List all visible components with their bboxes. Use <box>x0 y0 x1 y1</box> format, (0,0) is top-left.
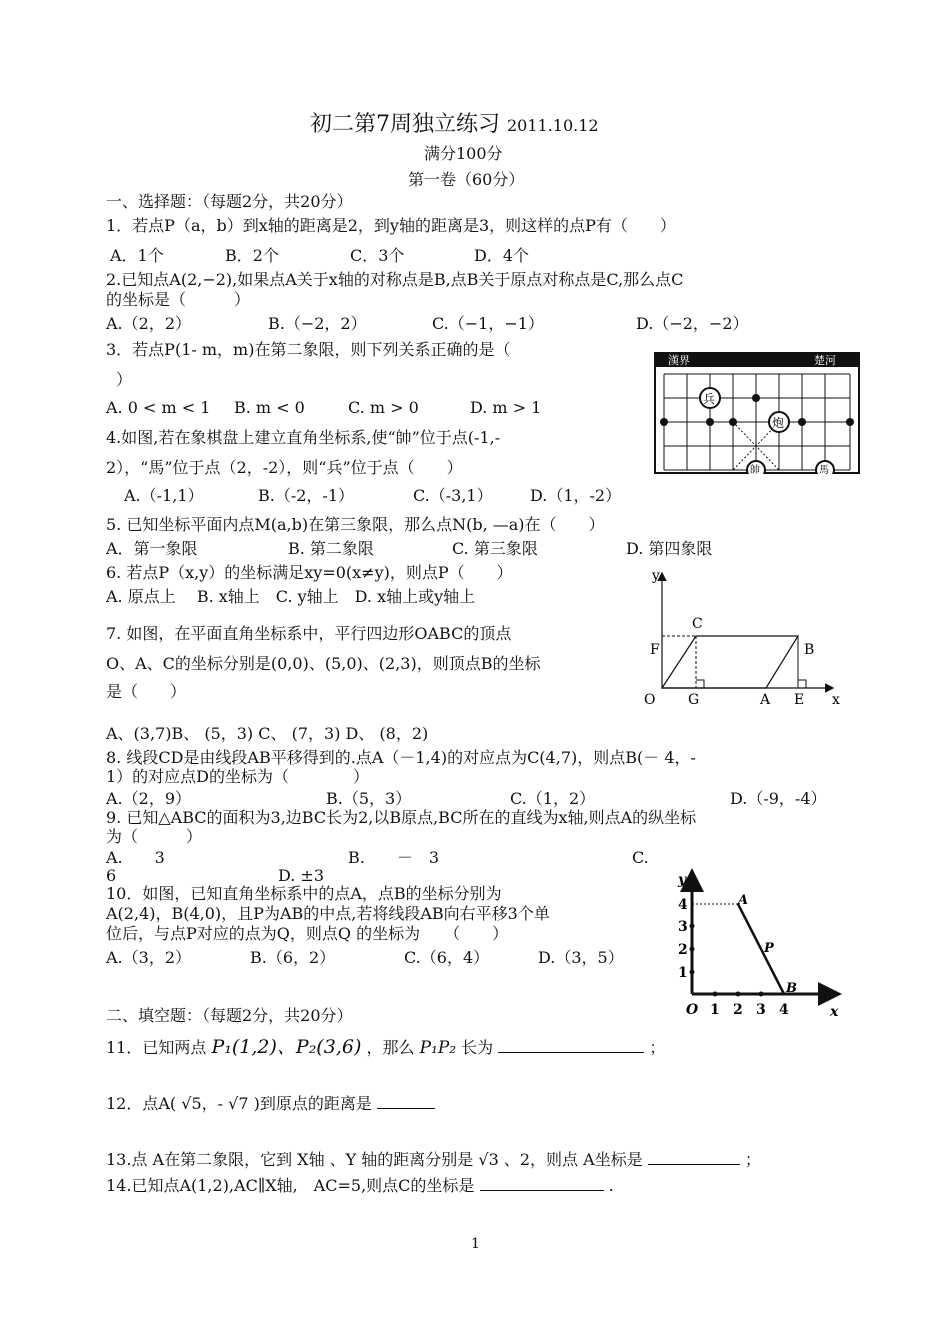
chess-board-figure <box>654 352 860 474</box>
q12-prefix: 12．点A( <box>106 1094 177 1113</box>
fig10-xtick-4: 4 <box>779 1002 789 1018</box>
q1-option-c: C．3个 <box>350 246 405 265</box>
q3-option-c: C. m > 0 <box>348 398 419 417</box>
question-9-line-1: 9. 已知△ABC的面积为3,边BC长为2,以B原点,BC所在的直线为x轴,则点A的纵坐标 <box>106 808 697 827</box>
q1-option-d: D．4个 <box>474 246 530 265</box>
question-5: 5. 已知坐标平面内点M(a,b)在第三象限，那么点N(b, —a)在（ ） <box>106 515 605 534</box>
q8-option-b: B.（5，3） <box>326 789 412 808</box>
q4-option-c: C.（-3,1） <box>413 486 493 505</box>
soldier-label: 兵 <box>703 392 716 406</box>
fig7-origin-label: O <box>644 692 656 708</box>
q13-math: √3 <box>478 1150 499 1169</box>
question-8-line-1: 8. 线段CD是由线段AB平移得到的.点A（－1,4)的对应点为C(4,7)，则点B(－ 4，- <box>106 748 696 767</box>
section-two-heading: 二、填空题：（每题2分，共20分） <box>106 1006 353 1025</box>
q11-end: ； <box>649 1038 666 1057</box>
question-3-line-1: 3．若点P(1- m，m)在第二象限，则下列关系正确的是（ <box>106 340 511 359</box>
fig10-ytick-4: 4 <box>678 897 688 913</box>
q4-option-a: A.（-1,1） <box>124 486 204 505</box>
q6-options: A. 原点上 B. x轴上 C. y轴上 D. x轴上或y轴上 <box>106 587 476 606</box>
q13-end: ； <box>744 1150 761 1169</box>
q8-option-c: C.（1，2） <box>510 789 596 808</box>
question-7-line-1: 7. 如图，在平面直角坐标系中，平行四边形OABC的顶点 <box>106 624 512 643</box>
q14-answer-blank[interactable] <box>480 1176 604 1191</box>
q10-option-d: D.（3，5） <box>538 948 624 967</box>
fig10-y-label: y <box>678 872 687 888</box>
question-8-line-2: 1）的对应点D的坐标为（ ） <box>106 767 370 786</box>
fig10-xtick-3: 3 <box>756 1002 766 1018</box>
q3-option-d: D. m > 1 <box>470 398 542 417</box>
q7-options: A、(3,7)B、 (5，3) C、 (7，3) D、 (8，2) <box>106 724 429 743</box>
question-4-line-2: 2），“馬”位于点（2，-2），则“兵”位于点（ ） <box>106 458 463 477</box>
q5-option-d: D. 第四象限 <box>626 539 713 558</box>
question-12 <box>106 1094 435 1113</box>
q9-option-c-value: 6 <box>106 866 117 885</box>
horse-label: 馬 <box>819 465 829 474</box>
q9-option-b: B. － 3 <box>348 848 440 867</box>
q10-option-b: B.（6，2） <box>250 948 336 967</box>
q13-answer-blank[interactable] <box>648 1150 740 1165</box>
page-number: 1 <box>471 1236 480 1252</box>
question-1: 1．若点P（a，b）到x轴的距离是2，到y轴的距离是3，则这样的点P有（ ） <box>106 216 676 235</box>
q4-option-d: D.（1，-2） <box>530 486 622 505</box>
q8-option-d: D.（-9，-4） <box>730 789 827 808</box>
fig10-p-label: P <box>764 941 774 956</box>
title-date: 2011.10.12 <box>507 116 599 135</box>
fig7-g-label: G <box>688 692 700 708</box>
question-14 <box>106 1176 614 1195</box>
fig7-b-label: B <box>804 642 815 658</box>
fig10-ytick-3: 3 <box>678 919 688 935</box>
fig10-b-label: B <box>786 981 797 996</box>
fig7-f-label: F <box>650 642 660 658</box>
q9-option-c: C. <box>632 848 649 867</box>
fig7-c-label: C <box>692 616 703 632</box>
q2-option-d: D.（−2，−2） <box>636 314 749 333</box>
q9-option-d: D. ±3 <box>278 866 325 885</box>
q11-middle: ，那么 <box>366 1038 415 1057</box>
q12-answer-blank[interactable] <box>377 1094 435 1109</box>
cannon-label: 炮 <box>772 416 785 430</box>
fig10-x-label: x <box>830 1004 839 1018</box>
q11-suffix: 长为 <box>461 1038 494 1057</box>
q11-segment-math: P₁P₂ <box>419 1038 457 1058</box>
q12-suffix: )到原点的距离是 <box>253 1094 372 1113</box>
q11-prefix: 11．已知两点 <box>106 1038 207 1057</box>
q2-option-b: B.（−2，2） <box>268 314 367 333</box>
q2-option-c: C.（−1，−1） <box>432 314 544 333</box>
fig7-y-label: y <box>652 568 660 584</box>
q5-option-a: A．第一象限 <box>106 539 198 558</box>
chess-left-river-label: 漢界 <box>668 354 690 367</box>
fig10-ytick-2: 2 <box>678 942 688 958</box>
general-label: 帥 <box>750 465 760 474</box>
fig10-xtick-1: 1 <box>710 1002 720 1018</box>
question-13 <box>106 1150 761 1169</box>
q10-option-a: A.（3，2） <box>106 948 192 967</box>
section-one-heading: 一、选择题：（每题2分，共20分） <box>106 192 353 211</box>
question-10-line-1: 10．如图，已知直角坐标系中的点A，点B的坐标分别为 <box>106 884 502 903</box>
question-7-line-3: 是（ ） <box>106 682 187 701</box>
question-7-line-2: O、A、C的坐标分别是(0,0)、(5,0)、(2,3)，则顶点B的坐标 <box>106 654 541 673</box>
fig7-e-label: E <box>794 692 805 708</box>
q3-option-b: B. m < 0 <box>234 398 305 417</box>
question-6: 6. 若点P（x,y）的坐标满足xy=0(x≠y)，则点P（ ） <box>106 563 513 582</box>
fig10-xtick-2: 2 <box>733 1002 743 1018</box>
q14-text: 14.已知点A(1,2),AC∥X轴, AC=5,则点C的坐标是 <box>106 1176 475 1195</box>
q3-option-a: A. 0 < m < 1 <box>106 398 211 417</box>
question-2-line-1: 2.已知点A(2,−2),如果点A关于x轴的对称点是B,点B关于原点对称点是C,那么点C <box>106 270 684 289</box>
full-score: 满分100分 <box>424 144 503 163</box>
parallelogram-figure <box>632 566 844 712</box>
q13-prefix: 13.点 A在第二象限，它到 X轴 、Y 轴的距离分别是 <box>106 1150 474 1169</box>
q4-option-b: B.（-2，-1） <box>258 486 355 505</box>
q13-suffix: 、2，则点 A坐标是 <box>503 1150 643 1169</box>
question-3-line-2: ） <box>116 370 133 389</box>
title-text: 初二第7周独立练习 <box>310 112 500 137</box>
question-10-line-3: 位后，与点P对应的点为Q，则点Q 的坐标为 （ ） <box>106 924 509 943</box>
q1-option-a: A．1个 <box>110 246 164 265</box>
q10-option-c: C.（6，4） <box>404 948 490 967</box>
q11-points-math: P₁(1,2)、P₂(3,6) <box>211 1036 362 1058</box>
q11-answer-blank[interactable] <box>498 1038 644 1053</box>
q5-option-b: B. 第二象限 <box>288 539 374 558</box>
segment-ab-figure <box>672 868 852 1018</box>
q9-option-a: A. 3 <box>106 848 165 867</box>
question-2-line-2: 的坐标是（ ） <box>106 290 251 309</box>
q8-option-a: A.（2，9） <box>106 789 192 808</box>
q14-end: . <box>608 1176 614 1195</box>
part-one-heading: 第一卷（60分） <box>408 170 525 189</box>
question-9-line-2: 为（ ） <box>106 827 203 846</box>
fig10-a-label: A <box>738 893 749 908</box>
page-title <box>310 112 599 138</box>
question-11 <box>106 1036 665 1059</box>
q12-math: √5，- √7 <box>181 1094 249 1113</box>
fig10-ytick-1: 1 <box>678 965 688 981</box>
fig7-a-label: A <box>760 692 771 708</box>
chess-right-river-label: 楚河 <box>814 354 836 367</box>
q5-option-c: C. 第三象限 <box>452 539 538 558</box>
q1-option-b: B．2个 <box>225 246 279 265</box>
fig10-origin-label: O <box>686 1002 699 1018</box>
q2-option-a: A.（2，2） <box>106 314 192 333</box>
question-4-line-1: 4.如图,若在象棋盘上建立直角坐标系,使“帥”位于点(-1,- <box>106 428 501 447</box>
fig7-x-label: x <box>832 692 840 708</box>
question-10-line-2: A(2,4)，B(4,0)，且P为AB的中点,若将线段AB向右平移3个单 <box>106 904 550 923</box>
